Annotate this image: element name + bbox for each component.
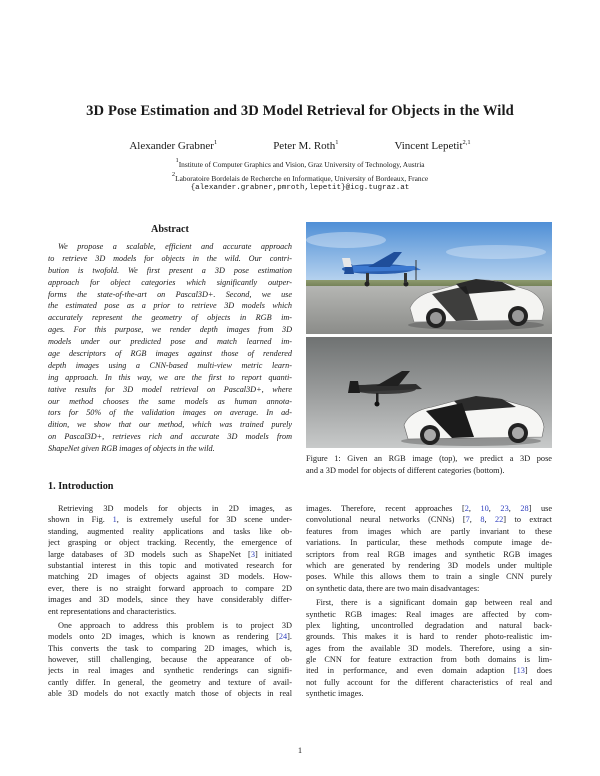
paper-title: 3D Pose Estimation and 3D Model Retrieval for Objects in the Wild [86, 103, 514, 119]
body-text-line: large databases of 3D models such as ShapeNet [3] initiated [48, 549, 292, 559]
intro-right-column [306, 503, 552, 700]
body-text-line: on synthetic data, there are two main disadvantages: [306, 583, 480, 593]
abstract-line: ShapeNet given RGB images of objects in the wild. [48, 444, 215, 454]
author-list [0, 139, 600, 152]
abstract-line: forms the state-of-the-art on Pascal3D+. Second, we use [48, 289, 292, 299]
body-text-line: ject grasping or object tracking. Recently, the emergence of [48, 538, 292, 548]
body-text-line: One approach to address this problem is to project 3D [58, 620, 292, 630]
body-text-line: matching 2D images of objects against 3D models. How- [48, 572, 292, 582]
abstract-line: on Pascal3D+, retrieves rich and accurate 3D models from [48, 432, 292, 442]
body-text-line: plex lighting, uncontrolled degradation and natural back- [306, 620, 552, 630]
body-text-line: standing, augmented reality applications and tasks like ob- [48, 526, 292, 536]
intro-left-column [48, 503, 292, 700]
body-text-line: First, there is a significant domain gap between real and [316, 598, 552, 608]
body-text-line: synthetic RGB images: Real images are affected by com- [306, 609, 552, 619]
body-text-line: This converts the task to comparing 2D images, which is, [48, 643, 292, 653]
body-text-line: ever, there is no straight forward approach to compare 2D [48, 583, 292, 593]
body-text-line: ent representations and characteristics. [48, 606, 177, 616]
render-illustration [306, 337, 552, 448]
body-text-line: substantial interest in this topic and motivated research for [48, 560, 292, 570]
author-email: {alexander.grabner,pmroth,lepetit}@icg.tugraz.at [190, 184, 410, 192]
body-text-line: shown in Fig. 1, is extremely useful for 3D scene under- [48, 515, 292, 525]
body-text-line: which are generated by rendering 3D models under multiple [306, 560, 552, 570]
section-heading: 1. Introduction [48, 481, 114, 492]
abstract-line: the estimated pose as a prior to retrieve 3D models which [48, 301, 292, 311]
body-text-line: poses. While this allows them to train a single CNN purely [306, 572, 552, 582]
body-text-line: images. Therefore, recent approaches [2, 10, 23, 28] use [306, 504, 552, 513]
body-text-line: scriptors from real RGB images and synthetic RGB images [306, 549, 552, 559]
body-text-line: not fully account for the different characteristics of real and [306, 677, 552, 687]
abstract-line: age descriptors of RGB images against those of rendered [48, 349, 292, 359]
abstract-line: depth images using a CNN-based multi-view metric learn- [48, 360, 292, 370]
abstract-line: to retrieve 3D models for objects in the wild. Our contri- [48, 253, 292, 263]
body-text-line: features from images which are partly invariant to these [306, 526, 552, 536]
body-text-line: images and 3D models, since they have considerably differ- [48, 595, 292, 605]
affiliation: $^2$Laboratoire Bordelais de Recherche en Informatique, University of Bordeaux, France [171, 171, 429, 183]
body-text-line: convolutional neural networks (CNNs) [7, 8, 22] to extract [306, 515, 552, 525]
abstract-line: tors for 50% of the validation images on average. In ad- [48, 408, 292, 418]
caption-line: and a 3D model for objects of different categories (bottom). [306, 465, 505, 475]
abstract-line: ages. For this purpose, we render depth images from 3D [48, 325, 292, 335]
abstract-line: models under our predicted pose and match learned im- [48, 337, 292, 347]
body-text-line: jects in real images and synthetic renderings can signifi- [48, 666, 292, 676]
author: Vincent Lepetit$^{2,1}$ [394, 139, 471, 152]
figure-rgb-photo [306, 222, 552, 334]
abstract-line: tative results for 3D model retrieval on Pascal3D+, where [48, 384, 292, 394]
rgb-photo-illustration [306, 222, 552, 334]
body-text-line: grounds. This makes it is hard to render photo-realistic im- [306, 632, 552, 642]
abstract-line: bution is twofold. We first present a 3D pose estimation [48, 265, 292, 275]
author: Peter M. Roth$^1$ [273, 139, 339, 152]
body-text-line: ages from the available 3D models. Therefore, using a sin- [306, 643, 552, 653]
body-text-line: synthetic images. [306, 689, 364, 699]
abstract-line: ing approach. In this way, we are the first to report quanti- [48, 372, 292, 382]
abstract-line: We propose a scalable, efficient and accurate approach [58, 242, 292, 251]
caption-line: Figure 1: Given an RGB image (top), we predict a 3D pose [306, 454, 552, 463]
abstract-body [48, 241, 292, 455]
abstract-line: accurately represent the geometry of objects in RGB im- [48, 313, 292, 323]
figure-caption [306, 453, 552, 477]
author: Alexander Grabner$^1$ [129, 139, 218, 152]
body-text-line: gle CNN for feature extraction from both domains is lim- [306, 655, 552, 665]
page-number: 1 [297, 745, 303, 755]
body-text-line: Retrieving 3D models for objects in 2D images, as [58, 504, 292, 513]
affiliation: $^1$Institute of Computer Graphics and Vision, Graz University of Technology, Austria [175, 157, 425, 169]
body-text-line: variations. In particular, these methods compute image de- [306, 538, 552, 548]
abstract-line: dition, we show that our method, which was trained purely [48, 420, 292, 430]
abstract-heading: Abstract [151, 224, 189, 235]
abstract-line: our method chooses the same models as human annota- [48, 396, 292, 406]
figure-3d-render [306, 337, 552, 448]
abstract-line: approach for object categories which significantly outper- [48, 277, 292, 287]
body-text-line: however, still challenging, because the appearance of ob- [48, 655, 292, 665]
body-text-line: able 3D models do not exactly match those of objects in real [48, 689, 292, 699]
body-text-line: models onto 2D images, which is known as rendering [24]. [48, 632, 292, 642]
body-text-line: ited in performance, and even domain adaption [13] does [306, 666, 552, 676]
body-text-line: cantly differ. In general, the geometry and texture of avail- [48, 677, 292, 687]
